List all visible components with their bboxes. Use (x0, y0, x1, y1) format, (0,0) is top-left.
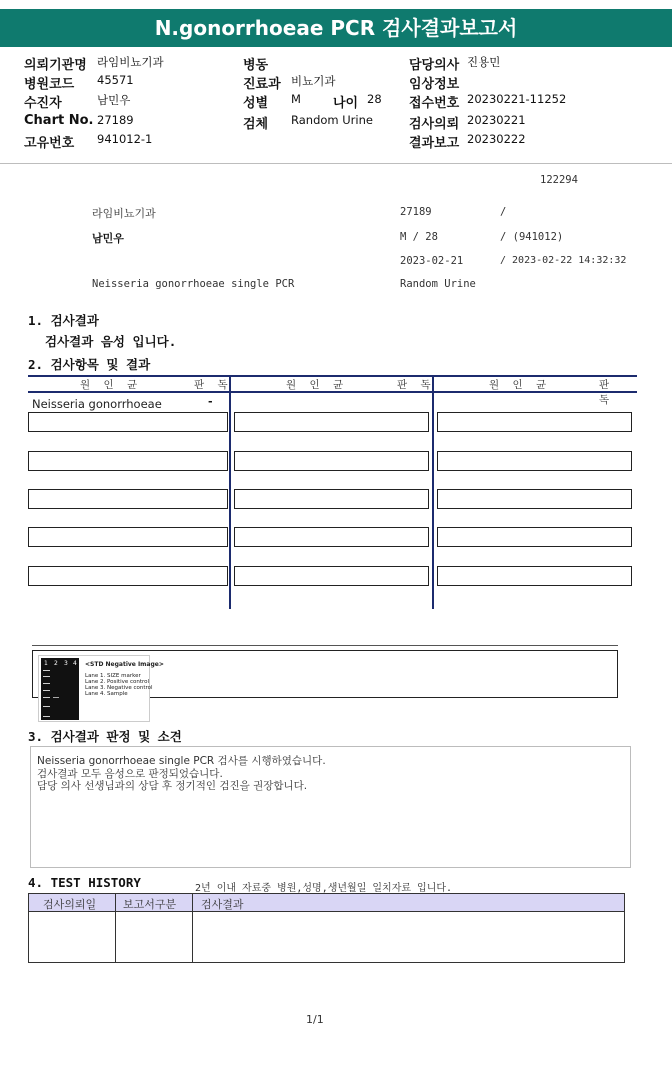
history-divider-1 (115, 894, 116, 962)
summary-sex-age: M / 28 (400, 231, 438, 243)
col-judge-3: 판 독 (599, 379, 615, 406)
receipt-value: 20230221-11252 (467, 92, 567, 106)
id-label: 고유번호 (24, 136, 75, 151)
chart-label: Chart No. (24, 113, 94, 128)
gel-legend-1: Lane 1. SIZE marker (85, 673, 141, 679)
patient-label: 수진자 (24, 96, 62, 111)
receipt-label: 접수번호 (409, 96, 460, 111)
result-cell (437, 527, 632, 547)
section4-title: 4. TEST HISTORY (28, 875, 141, 890)
col-pathogen-1: 원 인 균 (80, 379, 143, 391)
col-pathogen-3: 원 인 균 (489, 379, 552, 391)
age-label: 나이 (333, 96, 359, 111)
code-label: 병원코드 (24, 77, 75, 92)
section3-title: 3. 검사결과 판정 및 소견 (28, 729, 182, 744)
summary-received-date: 2023-02-21 (400, 255, 464, 267)
history-table (28, 893, 625, 963)
request-label: 검사의뢰 (409, 117, 460, 132)
section4-note: 2년 이내 자료중 병원,성명,생년월일 일치자료 입니다. (195, 883, 453, 894)
result-cell (437, 489, 632, 509)
code-value: 45571 (97, 73, 134, 87)
age-value: 28 (367, 92, 382, 106)
result-cell (437, 451, 632, 471)
gel-title: <STD Negative Image> (85, 661, 164, 668)
summary-chart: 27189 (400, 206, 432, 218)
result-cell (234, 451, 429, 471)
dept-label: 진료과 (243, 77, 281, 92)
history-col-report-type: 보고서구분 (123, 898, 177, 911)
result-value: 20230222 (467, 132, 526, 146)
grid-divider-1 (229, 375, 231, 609)
opinion-line-2: 검사결과 모두 음성으로 판정되었습니다. (37, 768, 223, 780)
result-cell (234, 412, 429, 432)
result-cell (28, 412, 228, 432)
specimen-value: Random Urine (291, 113, 373, 127)
result-cell (437, 566, 632, 586)
grid-item-result: - (208, 395, 213, 408)
request-value: 20230221 (467, 113, 526, 127)
history-col-request-date: 검사의뢰일 (43, 898, 97, 911)
report-number: 122294 (540, 174, 578, 186)
ward-label: 병동 (243, 58, 269, 73)
sex-label: 성별 (243, 96, 269, 111)
patient-info (0, 52, 672, 152)
dept-value: 비뇨기과 (291, 74, 336, 88)
col-judge-2: 판 독 (397, 379, 436, 391)
clinical-label: 임상정보 (409, 77, 460, 92)
sex-value: M (291, 92, 301, 106)
header-divider (0, 163, 672, 164)
specimen-label: 검체 (243, 117, 269, 132)
summary-slash: / (500, 206, 507, 218)
gel-legend-4: Lane 4. Sample (85, 691, 128, 697)
summary-birth: / (941012) (500, 231, 564, 243)
history-col-result: 검사결과 (201, 898, 244, 911)
section1-result: 검사결과 음성 입니다. (45, 334, 177, 349)
result-cell (234, 527, 429, 547)
gel-photo (41, 658, 79, 720)
col-pathogen-2: 원 인 균 (286, 379, 349, 391)
result-cell (234, 489, 429, 509)
gel-top-rule (32, 645, 618, 646)
section2-title: 2. 검사항목 및 결과 (28, 357, 151, 372)
doctor-value: 진용민 (467, 55, 501, 69)
col-judge-1: 판 독 (194, 379, 233, 391)
opinion-line-3: 담당 의사 선생님과의 상담 후 정기적인 검진을 권장합니다. (37, 780, 308, 792)
opinion-line-1: Neisseria gonorrhoeae single PCR 검사를 시행하였습니다. (37, 755, 326, 767)
hospital-value: 라임비뇨기과 (97, 55, 164, 69)
result-label: 결과보고 (409, 136, 460, 151)
gel-legend-2: Lane 2. Positive control (85, 679, 150, 685)
opinion-box (30, 746, 631, 868)
summary-reported: / 2023-02-22 14:32:32 (500, 255, 627, 266)
summary-specimen: Random Urine (400, 278, 476, 290)
lane-number-1: 1 (44, 660, 48, 667)
gel-legend-3: Lane 3. Negative control (85, 685, 153, 691)
summary-test-name: Neisseria gonorrhoeae single PCR (92, 278, 295, 290)
summary-hospital: 라임비뇨기과 (92, 207, 156, 220)
result-cell (28, 527, 228, 547)
lane-number-3: 3 (64, 660, 68, 667)
doctor-label: 담당의사 (409, 58, 460, 73)
history-divider-2 (192, 894, 193, 962)
lane-number-4: 4 (73, 660, 77, 667)
result-cell (28, 489, 228, 509)
result-cell (28, 451, 228, 471)
page-number: 1/1 (306, 1013, 324, 1026)
result-cell (234, 566, 429, 586)
grid-item-name: Neisseria gonorrhoeae (32, 397, 162, 411)
gel-image (38, 655, 164, 722)
lane-number-2: 2 (54, 660, 58, 667)
history-header (29, 894, 624, 912)
report-title: N.gonorrhoeae PCR 검사결과보고서 (0, 9, 672, 47)
summary-patient: 남민우 (92, 232, 124, 245)
section1-title: 1. 검사결과 (28, 313, 99, 328)
hospital-label: 의뢰기관명 (24, 58, 87, 73)
grid-divider-2 (432, 375, 434, 609)
result-cell (28, 566, 228, 586)
chart-value: 27189 (97, 113, 134, 127)
result-cell (437, 412, 632, 432)
id-value: 941012-1 (97, 132, 153, 146)
patient-value: 남민우 (97, 93, 131, 107)
